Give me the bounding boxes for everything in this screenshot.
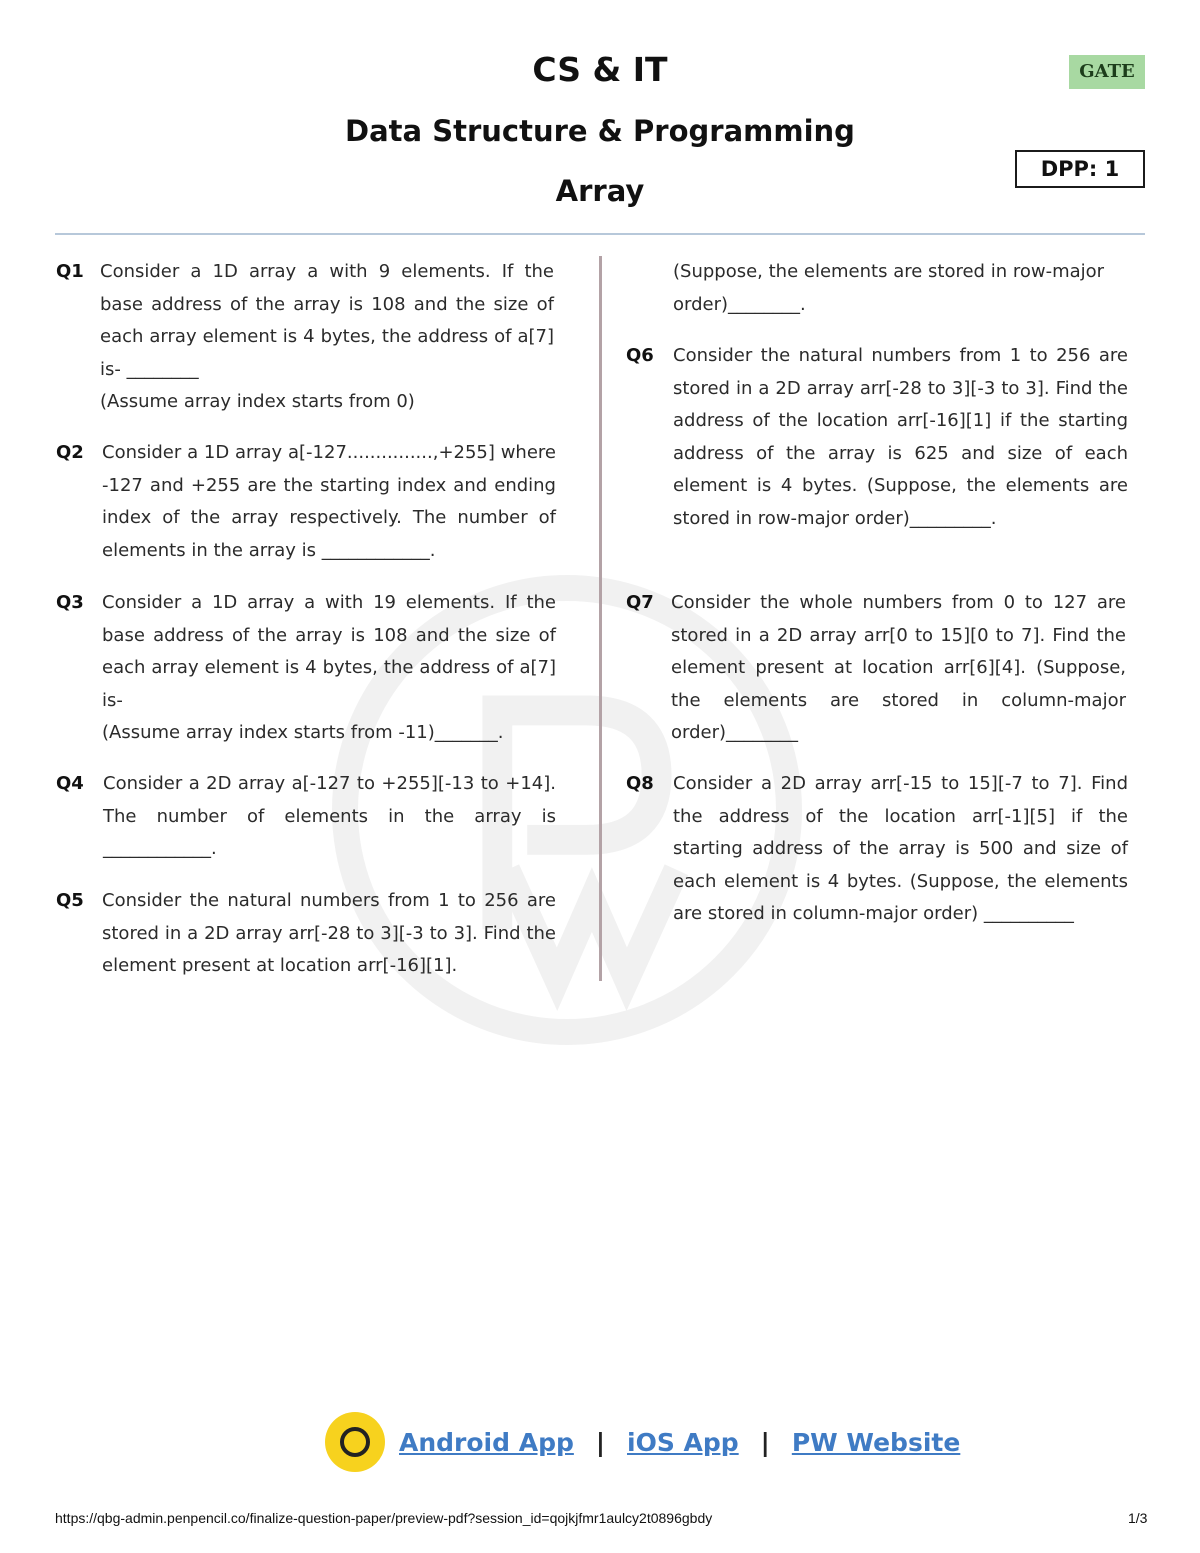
question-8 bbox=[626, 768, 1128, 931]
question-1 bbox=[56, 256, 554, 419]
question-text: Consider the natural numbers from 1 to 256 are stored in a 2D array arr[-28 to 3][-3 to 3]. Find the element present at location arr[-16][1]. bbox=[102, 890, 556, 976]
app-links-bar bbox=[325, 1410, 960, 1474]
question-text: Consider a 1D array a with 9 elements. If the base address of the array is 108 and the size of each array element is 4 bytes, the address of a[7] is- ________ bbox=[100, 261, 554, 380]
question-number: Q7 bbox=[626, 592, 654, 613]
question-text: (Suppose, the elements are stored in row-major order)________. bbox=[673, 261, 1105, 315]
question-text: Consider a 1D array a[-127...............,+255] where -127 and +255 are the starting index and ending index of the array respectively. The number of elements in the array is ____________. bbox=[102, 442, 556, 561]
page-url: https://qbg-admin.penpencil.co/finalize-question-paper/preview-pdf?session_id=qojkjfmr1aulcy2t0896gbdy bbox=[55, 1510, 713, 1526]
question-number: Q8 bbox=[626, 773, 654, 794]
question-number: Q5 bbox=[56, 890, 84, 911]
question-note: (Assume array index starts from -11)_______. bbox=[102, 722, 504, 743]
question-2 bbox=[56, 437, 556, 567]
question-number: Q6 bbox=[626, 345, 654, 366]
question-text: Consider the whole numbers from 0 to 127 are stored in a 2D array arr[0 to 15][0 to 7]. Find the element present at location arr[6][4]. (Suppose, the elements are stored in column-major order)________ bbox=[671, 592, 1126, 743]
question-6 bbox=[626, 340, 1128, 535]
question-number: Q3 bbox=[56, 592, 84, 613]
android-app-link[interactable]: Android App bbox=[399, 1427, 574, 1457]
subject-title: Data Structure & Programming bbox=[345, 114, 855, 148]
question-text: Consider the natural numbers from 1 to 256 are stored in a 2D array arr[-28 to 3][-3 to 3]. Find the address of the location arr[-16][1] if the starting address of the array is 625 and size of each element is 4 bytes. (Suppose, the elements are stored in row-major order)_________. bbox=[673, 345, 1128, 529]
question-note: (Assume array index starts from 0) bbox=[100, 391, 415, 412]
program-title: CS & IT bbox=[532, 50, 668, 89]
question-3 bbox=[56, 587, 556, 750]
question-5-continued bbox=[626, 256, 1128, 321]
question-7 bbox=[626, 587, 1126, 750]
question-5 bbox=[56, 885, 556, 983]
dpp-label: DPP: 1 bbox=[1015, 150, 1145, 188]
question-number: Q4 bbox=[56, 773, 84, 794]
ios-app-link[interactable]: iOS App bbox=[627, 1427, 739, 1457]
pw-website-link[interactable]: PW Website bbox=[791, 1427, 961, 1457]
link-separator: | bbox=[760, 1427, 770, 1457]
topic-title: Array bbox=[555, 174, 645, 208]
pw-logo-icon bbox=[325, 1412, 385, 1472]
question-text: Consider a 2D array arr[-15 to 15][-7 to 7]. Find the address of the location arr[-1][5] if the starting address of the array is 500 and size of each element is 4 bytes. (Suppose, the elements are stored in column-major order) __________ bbox=[673, 773, 1128, 924]
question-4 bbox=[56, 768, 556, 866]
gate-badge: GATE bbox=[1069, 55, 1145, 89]
question-number: Q1 bbox=[56, 261, 84, 282]
question-number: Q2 bbox=[56, 442, 84, 463]
question-text: Consider a 2D array a[-127 to +255][-13 to +14]. The number of elements in the array is ____________. bbox=[103, 773, 556, 859]
page-number: 1/3 bbox=[1128, 1510, 1148, 1526]
question-text: Consider a 1D array a with 19 elements. If the base address of the array is 108 and the size of each array element is 4 bytes, the address of a[7] is- bbox=[102, 592, 556, 711]
link-separator: | bbox=[595, 1427, 605, 1457]
header-divider bbox=[55, 233, 1145, 235]
column-divider bbox=[599, 256, 602, 981]
